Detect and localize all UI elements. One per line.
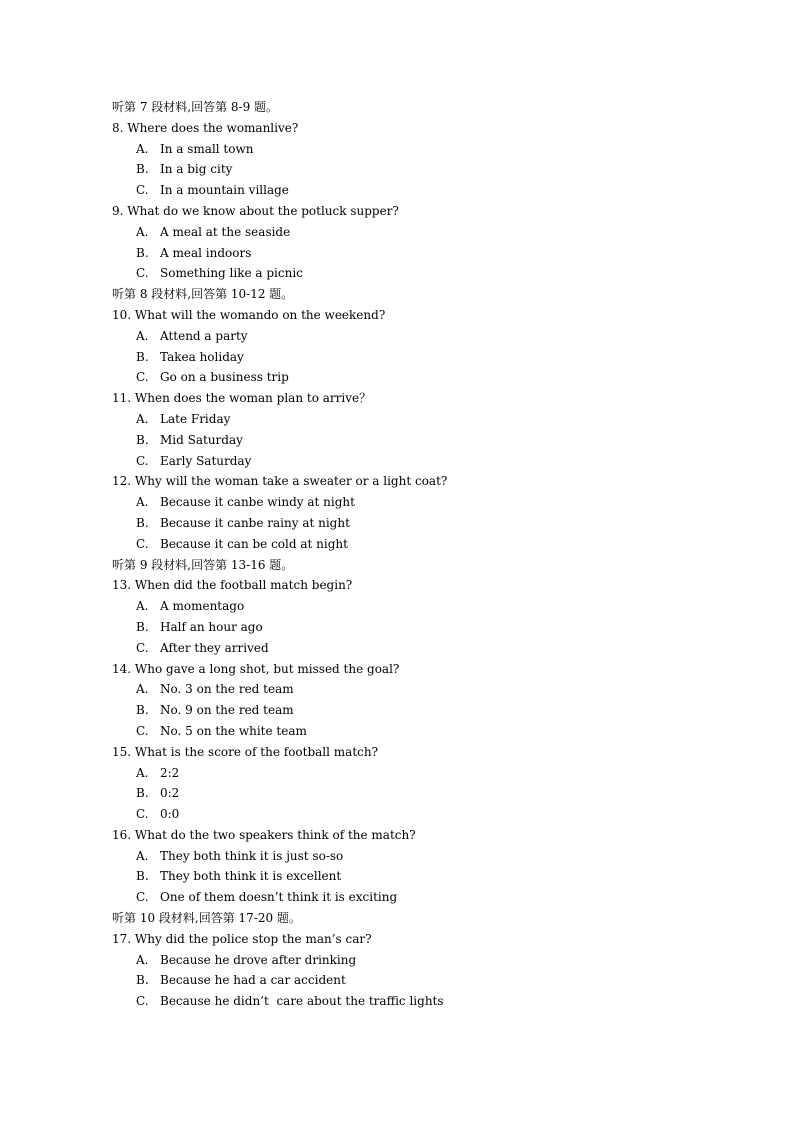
option-text: In a mountain village	[160, 183, 289, 198]
option-letter: A.	[136, 952, 149, 967]
section-heading: 听第 9 段材料,回答第 13-16 题。	[112, 557, 294, 572]
answer-option	[112, 700, 752, 721]
answer-option	[112, 721, 752, 742]
option-text: Mid Saturday	[160, 432, 243, 447]
option-text: After they arrived	[160, 640, 269, 655]
option-text: In a big city	[160, 162, 233, 177]
section-heading: 听第 7 段材料,回答第 8-9 题。	[112, 100, 279, 114]
answer-option	[112, 991, 752, 1012]
option-letter: C.	[136, 453, 149, 468]
option-text: 0:0	[160, 807, 180, 822]
exam-page	[112, 97, 752, 1012]
option-letter: C.	[136, 807, 149, 822]
option-letter: B.	[136, 515, 149, 530]
answer-option	[112, 263, 752, 284]
question-number: 15.	[112, 744, 132, 759]
question-stem	[112, 742, 752, 763]
option-text: No. 9 on the red team	[160, 703, 294, 718]
option-letter: A.	[136, 224, 149, 239]
question-stem	[112, 471, 752, 492]
answer-option	[112, 347, 752, 368]
question-text: Why did the police stop the man’s car?	[134, 931, 372, 946]
question-stem	[112, 388, 752, 409]
answer-option	[112, 492, 752, 513]
option-text: Half an hour ago	[160, 619, 263, 634]
question-text: When did the football match begin?	[134, 578, 353, 593]
answer-option	[112, 326, 752, 347]
answer-option	[112, 180, 752, 201]
question-number: 8.	[112, 120, 124, 135]
option-letter: B.	[136, 703, 149, 718]
question-text: Who gave a long shot, but missed the goal?	[134, 661, 400, 676]
answer-option	[112, 222, 752, 243]
option-letter: C.	[136, 183, 149, 198]
question-stem	[112, 575, 752, 596]
option-letter: C.	[136, 890, 149, 905]
answer-option	[112, 243, 752, 264]
answer-option	[112, 846, 752, 867]
option-text: A meal indoors	[160, 245, 252, 260]
answer-option	[112, 679, 752, 700]
question-stem	[112, 201, 752, 222]
option-text: Because it canbe windy at night	[160, 495, 355, 510]
option-letter: C.	[136, 370, 149, 385]
option-text: One of them doesn’t think it is exciting	[160, 890, 398, 905]
answer-option	[112, 804, 752, 825]
question-number: 13.	[112, 578, 132, 593]
answer-option	[112, 866, 752, 887]
option-letter: A.	[136, 682, 149, 697]
option-text: They both think it is excellent	[160, 869, 342, 884]
option-letter: A.	[136, 765, 149, 780]
option-letter: A.	[136, 599, 149, 614]
question-number: 10.	[112, 307, 132, 322]
option-letter: C.	[136, 994, 149, 1009]
question-stem	[112, 305, 752, 326]
option-letter: A.	[136, 411, 149, 426]
answer-option	[112, 451, 752, 472]
option-letter: C.	[136, 536, 149, 551]
answer-option	[112, 763, 752, 784]
answer-option	[112, 970, 752, 991]
answer-option	[112, 139, 752, 160]
option-letter: B.	[136, 619, 149, 634]
question-number: 17.	[112, 931, 132, 946]
option-letter: C.	[136, 723, 149, 738]
option-letter: B.	[136, 245, 149, 260]
option-letter: C.	[136, 266, 149, 281]
answer-option	[112, 887, 752, 908]
option-text: Because it can be cold at night	[160, 536, 348, 551]
option-text: Late Friday	[160, 411, 231, 426]
option-letter: B.	[136, 869, 149, 884]
option-text: Takea holiday	[160, 349, 244, 364]
option-text: No. 5 on the white team	[160, 723, 307, 738]
question-text: What do we know about the potluck supper?	[127, 203, 399, 218]
option-text: 0:2	[160, 786, 180, 801]
option-letter: C.	[136, 640, 149, 655]
answer-option	[112, 159, 752, 180]
option-letter: A.	[136, 328, 149, 343]
option-text: No. 3 on the red team	[160, 682, 294, 697]
section-heading: 听第 10 段材料,回答第 17-20 题。	[112, 911, 301, 926]
option-text: They both think it is just so-so	[160, 848, 344, 863]
option-text: Because it canbe rainy at night	[160, 515, 350, 530]
option-letter: B.	[136, 786, 149, 801]
option-text: Attend a party	[160, 328, 248, 343]
question-number: 11.	[112, 391, 132, 406]
option-text: A momentago	[160, 599, 245, 614]
option-text: Early Saturday	[160, 453, 252, 468]
option-text: 2:2	[160, 765, 180, 780]
option-letter: B.	[136, 162, 149, 177]
question-text: What is the score of the football match?	[134, 744, 379, 759]
question-stem	[112, 659, 752, 680]
question-stem	[112, 929, 752, 950]
question-stem	[112, 118, 752, 139]
question-text: What do the two speakers think of the match?	[134, 827, 416, 842]
question-stem	[112, 825, 752, 846]
option-letter: A.	[136, 141, 149, 156]
question-text: Why will the woman take a sweater or a light coat?	[134, 474, 448, 489]
answer-option	[112, 596, 752, 617]
option-text: Something like a picnic	[160, 266, 303, 281]
question-text: When does the woman plan to arrive？	[134, 391, 372, 406]
answer-option	[112, 783, 752, 804]
question-number: 9.	[112, 203, 124, 218]
answer-option	[112, 638, 752, 659]
option-text: Go on a business trip	[160, 370, 289, 385]
question-number: 16.	[112, 827, 132, 842]
option-letter: B.	[136, 973, 149, 988]
answer-option	[112, 409, 752, 430]
option-text: In a small town	[160, 141, 254, 156]
question-number: 14.	[112, 661, 132, 676]
answer-option	[112, 534, 752, 555]
option-letter: B.	[136, 432, 149, 447]
option-letter: A.	[136, 495, 149, 510]
question-number: 12.	[112, 474, 132, 489]
section-heading: 听第 8 段材料,回答第 10-12 题。	[112, 287, 294, 302]
answer-option	[112, 617, 752, 638]
option-letter: B.	[136, 349, 149, 364]
answer-option	[112, 367, 752, 388]
option-text: A meal at the seaside	[160, 224, 291, 239]
question-text: What will the womando on the weekend?	[134, 307, 386, 322]
option-letter: A.	[136, 848, 149, 863]
option-text: Because he didn’t care about the traffic lights	[160, 994, 444, 1009]
answer-option	[112, 430, 752, 451]
question-text: Where does the womanlive?	[127, 120, 299, 135]
option-text: Because he drove after drinking	[160, 952, 357, 967]
option-text: Because he had a car accident	[160, 973, 346, 988]
answer-option	[112, 513, 752, 534]
answer-option	[112, 950, 752, 971]
